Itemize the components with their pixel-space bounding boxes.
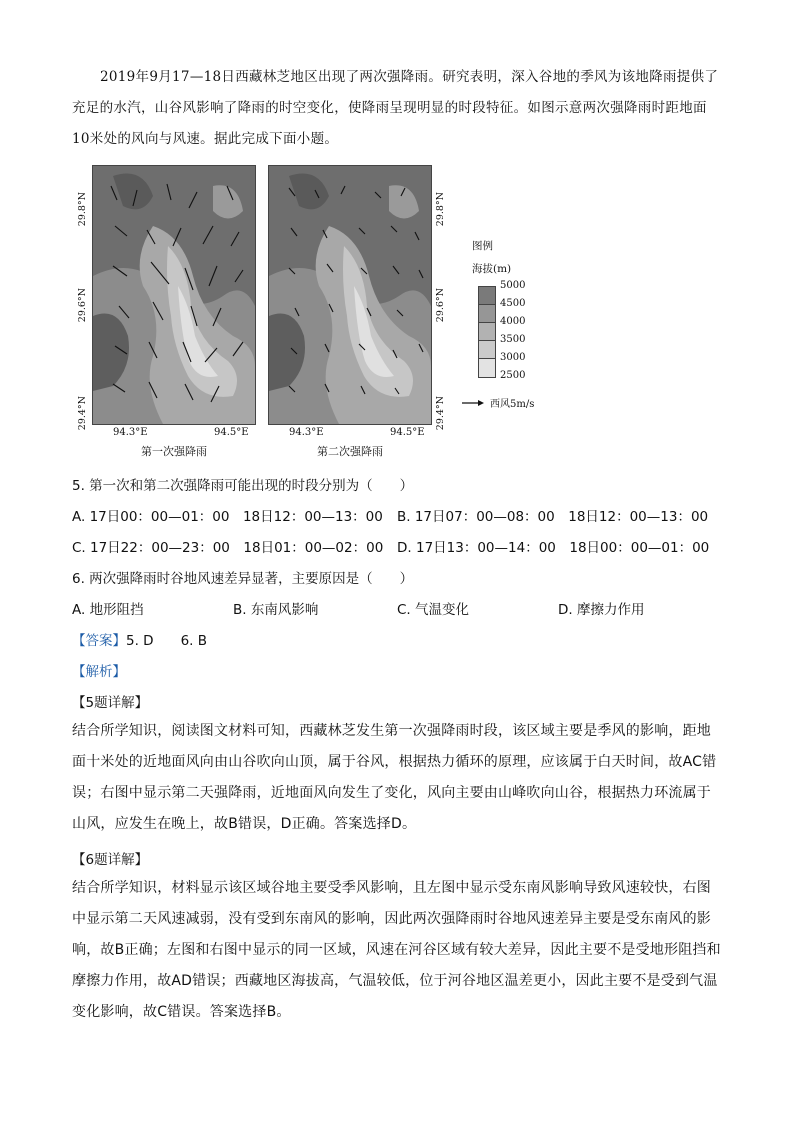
q5-option-a: A. 17日00：00—01：00 18日12：00—13：00 bbox=[72, 509, 383, 525]
map-panel-first bbox=[92, 165, 256, 425]
q6-option-a: A. 地形阻挡 bbox=[72, 602, 144, 618]
lat-label-mid-left: 29.6°N bbox=[77, 288, 88, 323]
legend-swatch-3 bbox=[478, 322, 496, 341]
detail-6-text: 结合所学知识，材料显示该区域谷地主要受季风影响，且左图中显示受东南风影响导致风速较快，右图中显示第二天风速减弱，没有受到东南风的影响，因此两次强降雨时谷地风速差异主要是受东南风的影响，故B正确；左图和右图中显示的同一区域，风速在河谷区域有较大差异，因此主要不是受地形阻挡和摩擦力作用，故AD错误；西藏地区海拔高，气温较低，位于河谷地区温差更小，因此主要不是受到气温变化影响，故C错误。答案选择B。 bbox=[72, 880, 721, 1020]
detail-5-label: 【5题详解】 bbox=[72, 695, 149, 711]
detail-5-text: 结合所学知识，阅读图文材料可知，西藏林芝发生第一次强降雨时段，该区域主要是季风的影响，距地面十米处的近地面风向由山谷吹向山顶，属于谷风，根据热力循环的原理，应该属于白天时间，故AC错误；右图中显示第二天强降雨，近地面风向发生了变化，风向主要由山峰吹向山谷，根据热力环流属于山风，应发生在晚上，故B错误，D正确。答案选择D。 bbox=[72, 723, 717, 832]
caption-first: 第一次强降雨 bbox=[141, 445, 207, 458]
legend-swatch-5 bbox=[478, 358, 496, 378]
wind-figure bbox=[75, 160, 635, 465]
legend-value: 3500 bbox=[500, 334, 526, 345]
q6-option-d: D. 摩擦力作用 bbox=[558, 602, 645, 618]
question-5-stem: 5. 第一次和第二次强降雨可能出现的时段分别为（ ） bbox=[72, 478, 414, 494]
legend-swatch-2 bbox=[478, 304, 496, 323]
terrain-map-second bbox=[269, 166, 431, 424]
answer-text: 5. D 6. B bbox=[126, 633, 207, 649]
caption-second: 第二次强降雨 bbox=[317, 445, 383, 458]
lat-label-bot-left: 29.4°N bbox=[77, 396, 88, 431]
legend-value: 3000 bbox=[500, 352, 526, 363]
q5-option-d: D. 17日13：00—14：00 18日00：00—01：00 bbox=[397, 540, 710, 556]
detail-6-label: 【6题详解】 bbox=[72, 852, 149, 868]
legend-title: 图例 bbox=[472, 240, 493, 252]
arrow-right-icon bbox=[462, 399, 484, 407]
q6-option-c: C. 气温变化 bbox=[397, 602, 470, 618]
analysis-label-text: 【解析】 bbox=[72, 664, 126, 680]
legend-swatch-1 bbox=[478, 286, 496, 305]
legend-subtitle: 海拔(m) bbox=[472, 263, 512, 275]
legend-swatch-4 bbox=[478, 340, 496, 359]
answer-label: 【答案】 bbox=[72, 633, 126, 649]
lat-label-bot-right: 29.4°N bbox=[435, 396, 446, 431]
map-panel-second bbox=[268, 165, 432, 425]
legend-value: 2500 bbox=[500, 370, 526, 381]
lat-label-top-left: 29.8°N bbox=[77, 192, 88, 227]
answer-line bbox=[72, 629, 207, 649]
wind-scale-label: 西风5m/s bbox=[490, 399, 535, 410]
lat-label-top-right: 29.8°N bbox=[435, 192, 446, 227]
intro-paragraph: 2019年9月17—18日西藏林芝地区出现了两次强降雨。研究表明，深入谷地的季风为该地降雨提供了充足的水汽，山谷风影响了降雨的时空变化，使降雨呈现明显的时段特征。如图示意两次强降雨时距地面10米处的风向与风速。据此完成下面小题。 bbox=[72, 69, 719, 147]
legend-value: 5000 bbox=[500, 280, 526, 291]
analysis-label bbox=[72, 660, 126, 680]
lat-label-mid-right: 29.6°N bbox=[435, 288, 446, 323]
question-6-stem: 6. 两次强降雨时谷地风速差异显著，主要原因是（ ） bbox=[72, 571, 414, 587]
wind-scale-key bbox=[462, 395, 534, 410]
lon-label-left-1: 94.3°E bbox=[113, 427, 148, 438]
legend-value: 4500 bbox=[500, 298, 526, 309]
lon-label-right-1: 94.3°E bbox=[289, 427, 324, 438]
legend bbox=[472, 238, 526, 381]
legend-value: 4000 bbox=[500, 316, 526, 327]
q6-option-b: B. 东南风影响 bbox=[233, 602, 319, 618]
terrain-map-first bbox=[93, 166, 255, 424]
q5-option-c: C. 17日22：00—23：00 18日01：00—02：00 bbox=[72, 540, 384, 556]
lon-label-left-2: 94.5°E bbox=[214, 427, 249, 438]
q5-option-b: B. 17日07：00—08：00 18日12：00—13：00 bbox=[397, 509, 709, 525]
lon-label-right-2: 94.5°E bbox=[390, 427, 425, 438]
